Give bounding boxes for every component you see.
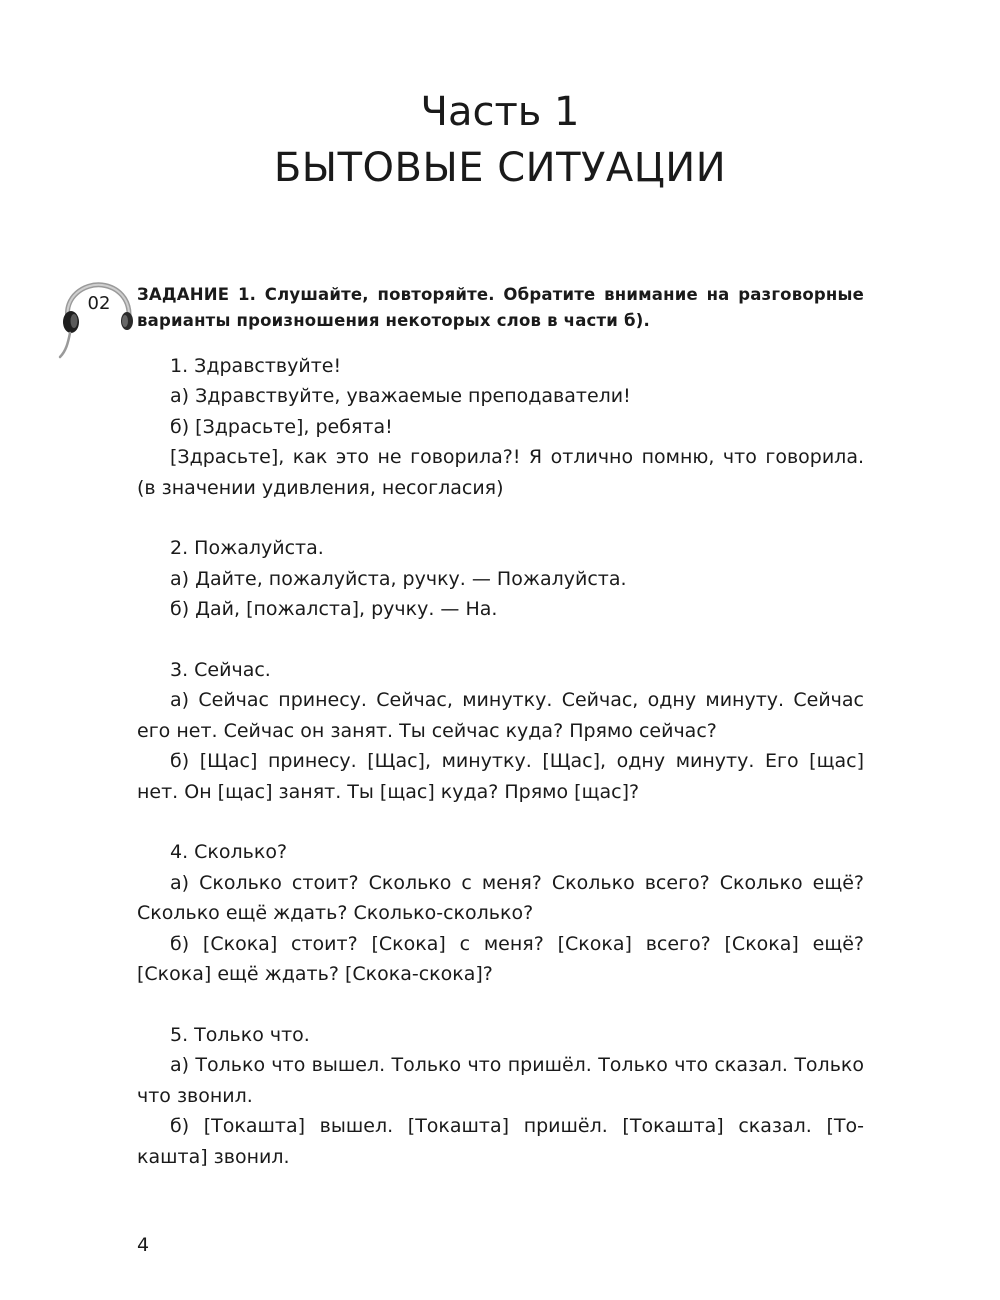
audio-track-number: 02 xyxy=(87,293,111,314)
spacer xyxy=(137,625,864,655)
section-line: а) Сейчас принесу. Сейчас, минутку. Сейчас, одну минуту. Сейчас его нет. Сейчас он занят. Ты сейчас куда? Прямо сейчас? xyxy=(137,689,864,742)
section-heading: 1. Здравствуйте! xyxy=(170,355,342,377)
section-line: б) [Токашта] вышел. [Токашта] пришёл. [Токашта] сказал. [Токашта] звонил. xyxy=(137,1115,864,1168)
part-title: Часть 1 xyxy=(420,89,580,135)
spacer xyxy=(137,807,864,837)
section-heading: 3. Сейчас. xyxy=(170,659,271,682)
task-instruction: ЗАДАНИЕ 1. Слушайте, повторяйте. Обратите внимание на разговорные варианты произношения некоторых слов в части б). xyxy=(137,285,864,330)
spacer xyxy=(137,503,864,533)
exercise-body xyxy=(137,351,864,1172)
headphones-icon xyxy=(56,277,136,363)
section-line: б) [Скока] стоит? [Скока] с меня? [Скока] всего? [Скока] ещё? [Скока] ещё ждать? [Скока-скока]? xyxy=(137,932,864,986)
section-line: б) [Здрасьте], ребята! xyxy=(170,415,393,438)
section-line: а) Сколько стоит? Сколько с меня? Сколько всего? Сколько ещё? Сколько ещё ждать? Сколько-сколько? xyxy=(137,871,864,925)
section-line: б) [Щас] принесу. [Щас], минутку. [Щас], одну минуту. Его [щас] нет. Он [щас] занят. Ты [щас] куда? Прямо [щас]? xyxy=(137,750,864,803)
section-heading: 5. Только что. xyxy=(170,1023,310,1046)
section-title: БЫТОВЫЕ СИТУАЦИИ xyxy=(273,145,727,191)
section-heading: 2. Пожалуйста. xyxy=(170,537,324,560)
section-line: [Здрасьте], как это не говорила?! Я отлично помню, что говорила. (в значении удивления, несогласия) xyxy=(137,446,864,499)
section-line: а) Дайте, пожалуйста, ручку. — Пожалуйста. xyxy=(170,567,627,590)
spacer xyxy=(137,989,864,1019)
section-heading: 4. Сколько? xyxy=(170,841,288,864)
section-line: а) Здравствуйте, уважаемые преподаватели! xyxy=(170,385,631,408)
section-line: а) Только что вышел. Только что пришёл. Только что сказал. Только что звонил. xyxy=(137,1054,864,1107)
page-number: 4 xyxy=(137,1234,150,1256)
section-line: б) Дай, [пожалста], ручку. — На. xyxy=(170,598,498,621)
